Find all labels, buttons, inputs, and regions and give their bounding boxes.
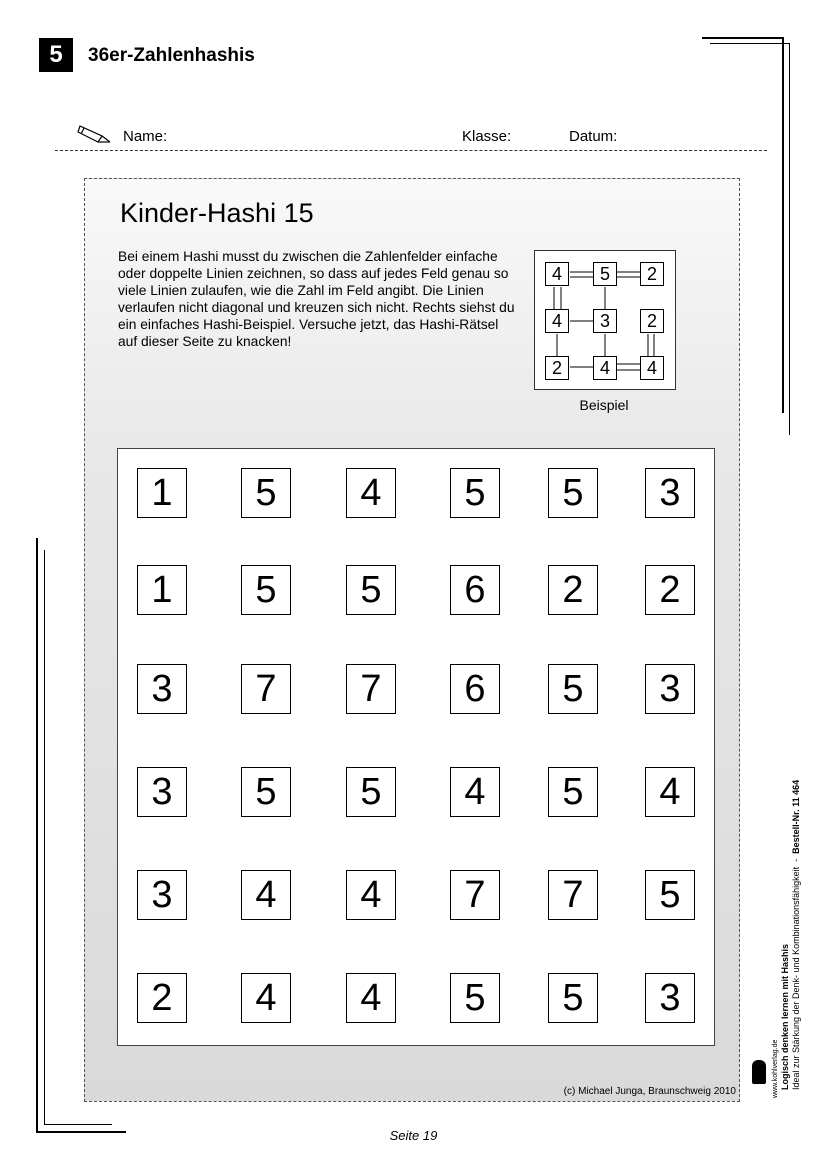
puzzle-cell[interactable]: 7 (450, 870, 500, 920)
order-number: Bestell-Nr. 11 464 (791, 779, 801, 854)
puzzle-cell[interactable]: 4 (346, 468, 396, 518)
puzzle-cell[interactable]: 2 (137, 973, 187, 1023)
puzzle-cell[interactable]: 5 (346, 767, 396, 817)
worksheet-number: 5 (39, 38, 73, 72)
puzzle-cell[interactable]: 5 (241, 767, 291, 817)
example-cell: 2 (640, 309, 664, 333)
example-cell: 2 (640, 262, 664, 286)
corner-line (782, 37, 784, 413)
puzzle-cell[interactable]: 3 (137, 664, 187, 714)
example-puzzle (534, 250, 676, 390)
puzzle-cell[interactable]: 5 (548, 973, 598, 1023)
book-title: Logisch denken lernen mit Hashis (780, 943, 790, 1090)
puzzle-cell[interactable]: 6 (450, 664, 500, 714)
puzzle-cell[interactable]: 7 (346, 664, 396, 714)
name-label: Name: (123, 128, 168, 145)
example-cell: 2 (545, 356, 569, 380)
example-cell: 4 (545, 262, 569, 286)
puzzle-cell[interactable]: 5 (548, 767, 598, 817)
puzzle-cell[interactable]: 5 (346, 565, 396, 615)
puzzle-cell[interactable]: 5 (450, 468, 500, 518)
corner-line (702, 37, 784, 39)
puzzle-cell[interactable]: 3 (137, 870, 187, 920)
puzzle-cell[interactable]: 4 (450, 767, 500, 817)
puzzle-cell[interactable]: 3 (645, 468, 695, 518)
puzzle-cell[interactable]: 6 (450, 565, 500, 615)
book-subtitle: Ideal zur Stärkung der Denk- und Kombinationsfähigkeit (791, 866, 801, 1090)
hashi-puzzle-grid[interactable] (117, 448, 715, 1046)
class-label: Klasse: (462, 128, 512, 145)
puzzle-cell[interactable]: 5 (241, 468, 291, 518)
example-cell: 4 (640, 356, 664, 380)
corner-line (710, 43, 790, 44)
example-cell: 3 (593, 309, 617, 333)
pencil-icon (76, 122, 116, 144)
corner-line (789, 43, 790, 435)
puzzle-cell[interactable]: 4 (241, 870, 291, 920)
page-number: Seite 19 (389, 1128, 438, 1143)
name-dashed-line (55, 150, 767, 151)
puzzle-cell[interactable]: 2 (548, 565, 598, 615)
puzzle-cell[interactable]: 7 (548, 870, 598, 920)
copyright-text: (c) Michael Junga, Braunschweig 2010 (563, 1086, 736, 1097)
puzzle-cell[interactable]: 1 (137, 565, 187, 615)
instructions-text: Bei einem Hashi musst du zwischen die Zahlenfelder einfache oder doppelte Linien zeichnen, so dass auf jedes Feld genau so viele Linien zulaufen, wie die Zahl im Feld angibt. Die Linien verlaufen nicht diagonal und kreuzen sich nicht. Rechts siehst du ein einfaches Hashi-Beispiel. Versuche jetzt, das Hashi-Rätsel auf dieser Seite zu knacken! (118, 249, 515, 349)
puzzle-cell[interactable]: 5 (548, 468, 598, 518)
puzzle-cell[interactable]: 5 (450, 973, 500, 1023)
puzzle-cell[interactable]: 1 (137, 468, 187, 518)
puzzle-cell[interactable]: 5 (645, 870, 695, 920)
example-cell: 4 (593, 356, 617, 380)
publisher-sidebar: Logisch denken lernen mit Hashis Ideal zur Stärkung der Denk- und Kombinationsfähigkeit - Bestell-Nr. 11 464 (780, 779, 801, 1090)
corner-line (44, 550, 45, 1124)
puzzle-cell[interactable]: 4 (346, 973, 396, 1023)
panel-title: Kinder-Hashi 15 (120, 198, 314, 228)
worksheet-title: 36er-Zahlenhashis (88, 45, 255, 66)
puzzle-cell[interactable]: 3 (645, 973, 695, 1023)
puzzle-cell[interactable]: 2 (645, 565, 695, 615)
example-cell: 4 (545, 309, 569, 333)
puzzle-cell[interactable]: 7 (241, 664, 291, 714)
publisher-url: www.kohlverlag.de (772, 1039, 779, 1098)
example-cell: 5 (593, 262, 617, 286)
example-label: Beispiel (579, 397, 629, 413)
puzzle-cell[interactable]: 4 (645, 767, 695, 817)
puzzle-cell[interactable]: 4 (346, 870, 396, 920)
publisher-logo (752, 1060, 766, 1084)
puzzle-cell[interactable]: 5 (548, 664, 598, 714)
corner-line (44, 1124, 112, 1125)
puzzle-cell[interactable]: 3 (137, 767, 187, 817)
date-label: Datum: (569, 128, 618, 145)
corner-line (36, 538, 38, 1132)
puzzle-cell[interactable]: 5 (241, 565, 291, 615)
puzzle-cell[interactable]: 3 (645, 664, 695, 714)
puzzle-cell[interactable]: 4 (241, 973, 291, 1023)
